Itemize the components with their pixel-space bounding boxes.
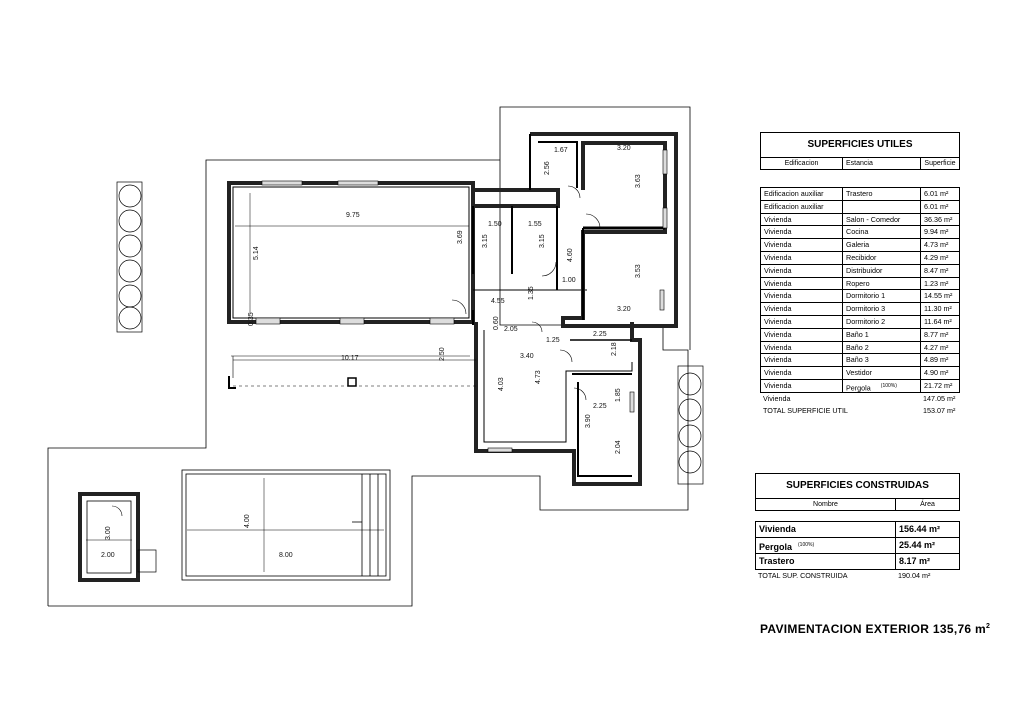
table-cell [843, 201, 921, 213]
table-cell: 8.77 m² [924, 329, 949, 339]
total-construida-value: 190.04 m² [898, 571, 931, 580]
dim-bed1-w: 3.20 [617, 145, 631, 152]
dim-bath2-h: 1.85 [615, 388, 622, 402]
header-estancia: Estancia [843, 158, 921, 169]
table-row [761, 290, 959, 303]
table-cell: Vivienda [761, 342, 843, 354]
table-cell: 14.55 m² [924, 291, 953, 301]
dim-sm4: 0.35 [248, 312, 255, 326]
dim-corr-w: 4.55 [491, 298, 505, 305]
total-construida-label: TOTAL SUP. CONSTRUIDA [758, 571, 848, 580]
table-cell: Cocina [843, 226, 921, 238]
superficies-construidas-body [755, 521, 960, 570]
table-row [761, 239, 959, 252]
table-row [761, 201, 959, 214]
table-row [761, 188, 959, 201]
dim-hall3-h: 4.60 [567, 248, 574, 262]
table-row [761, 329, 959, 342]
dim-aux-h: 3.00 [105, 526, 112, 540]
table-row [761, 342, 959, 355]
dim-pool-w: 8.00 [279, 552, 293, 559]
table-cell: Ropero [843, 278, 921, 290]
table-cell: 21.72 m² [924, 380, 953, 390]
header-area: Área [920, 501, 935, 508]
table-cell: Dormitorio 2 [843, 316, 921, 328]
table-cell: Vivienda [761, 329, 843, 341]
superficies-utiles-table [760, 132, 960, 417]
table-cell: Salon - Comedor [843, 214, 921, 226]
table-cell: Vivienda [761, 214, 843, 226]
dim-store-h: 2.56 [544, 161, 551, 175]
table-cell: Vivienda [761, 226, 843, 238]
dim-bath-h: 2.18 [611, 342, 618, 356]
table-row [761, 265, 959, 278]
header-superficie: Superficie [924, 160, 956, 167]
table-cell: 4.73 m² [924, 240, 949, 250]
table-cell: Vivienda [756, 522, 896, 537]
dim-sm3: 1.25 [546, 337, 560, 344]
dim-aux-w: 2.00 [101, 552, 115, 559]
table-cell: 6.01 m² [924, 189, 949, 198]
footer-value: 153.07 m² [923, 405, 956, 415]
table-cell: Pergola $^{(100\%)}$ [843, 380, 921, 392]
footer-row [760, 393, 960, 405]
table-cell: Trastero [843, 188, 921, 200]
total-construida-row [755, 570, 960, 582]
table-row [756, 522, 959, 538]
header-nombre: Nombre [756, 499, 896, 510]
table-row [761, 278, 959, 291]
table-row [756, 554, 959, 570]
table-cell: Vivienda [761, 239, 843, 251]
header-edificacion: Edificacion [761, 158, 843, 169]
table-cell: Vivienda [761, 303, 843, 315]
table-cell: 1.23 m² [924, 278, 949, 288]
dim-bed2-h: 3.53 [635, 264, 642, 278]
superficies-construidas-table [755, 473, 960, 582]
table-cell: Baño 1 [843, 329, 921, 341]
table-row [761, 380, 959, 393]
table-cell: Dormitorio 1 [843, 290, 921, 302]
dim-hall3-w: 1.00 [562, 277, 576, 284]
table-cell: Baño 3 [843, 354, 921, 366]
table-cell: Vivienda [761, 316, 843, 328]
pavimentacion-exterior [760, 622, 990, 636]
dim-room-main-h: 5.14 [253, 246, 260, 260]
dim-pergola-h: 2.50 [439, 347, 446, 361]
table-cell: Vestidor [843, 367, 921, 379]
dim-sm2: 2.05 [504, 326, 518, 333]
table-cell: Baño 2 [843, 342, 921, 354]
dim-room-main-h2: 3.69 [457, 230, 464, 244]
dim-bed1-h: 3.63 [635, 174, 642, 188]
table-cell: 4.89 m² [924, 355, 949, 365]
dim-hall1-w: 1.50 [488, 221, 502, 228]
dim-hall1-h: 3.15 [482, 234, 489, 248]
table-row [761, 303, 959, 316]
table-cell: 11.30 m² [924, 304, 952, 314]
superficies-utiles-body [760, 187, 960, 393]
table-row [761, 252, 959, 265]
dim-bath-w: 2.25 [593, 331, 607, 338]
table-cell: Edificacion auxiliar [761, 188, 843, 200]
table-cell: Galeria [843, 239, 921, 251]
table-cell: Recibidor [843, 252, 921, 264]
table-cell: Vivienda [761, 265, 843, 277]
table-cell: 25.44 m² [899, 540, 936, 550]
superficies-utiles-title: SUPERFICIES UTILES [760, 132, 960, 158]
dim-bath2-w: 2.25 [593, 403, 607, 410]
dim-sm1: 0.60 [493, 316, 500, 330]
table-cell: Dormitorio 3 [843, 303, 921, 315]
dim-dress-h2: 2.04 [615, 440, 622, 454]
table-cell: 36.36 m² [924, 214, 953, 224]
pergola-note: (100%) [880, 382, 897, 389]
footer-value: 147.05 m² [923, 393, 956, 403]
superficies-construidas-title: SUPERFICIES CONSTRUIDAS [755, 473, 960, 499]
pergola-note: (100%) [798, 542, 815, 548]
pavimentacion-sup: 2 [986, 623, 991, 630]
dim-corr-h: 1.35 [528, 286, 535, 300]
dim-hall2-w: 1.55 [528, 221, 542, 228]
table-row [761, 226, 959, 239]
table-cell: 9.94 m² [924, 227, 949, 237]
table-cell: Pergola $^{(100\%)}$ [756, 538, 896, 553]
table-cell: 6.01 m² [924, 201, 949, 211]
table-cell: Distribuidor [843, 265, 921, 277]
table-cell: Vivienda [761, 367, 843, 379]
table-row [761, 316, 959, 329]
pavimentacion-label: PAVIMENTACION EXTERIOR 135,76 m [760, 622, 987, 636]
table-cell: 8.47 m² [924, 265, 949, 275]
dim-room-main-w: 9.75 [346, 212, 360, 219]
table-cell: Vivienda [761, 354, 843, 366]
dim-pergola-w: 10.17 [341, 355, 359, 362]
footer-row [760, 405, 960, 417]
dim-pool-h: 4.00 [244, 514, 251, 528]
table-cell: Vivienda [761, 252, 843, 264]
dim-store-w: 1.67 [554, 147, 568, 154]
table-cell: 4.29 m² [924, 252, 949, 262]
table-row [761, 214, 959, 227]
table-row [756, 538, 959, 554]
table-row [761, 367, 959, 380]
table-cell: Edificacion auxiliar [761, 201, 843, 213]
table-cell: 8.17 m² [899, 556, 931, 566]
dim-dress-h: 3.90 [585, 414, 592, 428]
table-cell: Vivienda [761, 290, 843, 302]
dim-bed3-h2: 4.03 [498, 377, 505, 391]
table-cell: 156.44 m² [899, 524, 941, 534]
table-cell: Trastero [756, 554, 896, 569]
table-cell: Vivienda [761, 278, 843, 290]
dim-bed2-w: 3.20 [617, 306, 631, 313]
table-cell: 4.90 m² [924, 368, 949, 378]
dim-hall2-h: 3.15 [539, 234, 546, 248]
footer-label: TOTAL SUPERFICIE UTIL [763, 405, 848, 415]
dim-bed3-h: 4.73 [535, 370, 542, 384]
table-cell: Vivienda [761, 380, 843, 392]
dim-bed3-w: 3.40 [520, 353, 534, 360]
table-cell: 11.64 m² [924, 316, 952, 326]
table-cell: 4.27 m² [924, 342, 949, 352]
superficies-utiles-footer [760, 393, 960, 417]
footer-label: Vivienda [763, 393, 791, 403]
table-row [761, 354, 959, 367]
